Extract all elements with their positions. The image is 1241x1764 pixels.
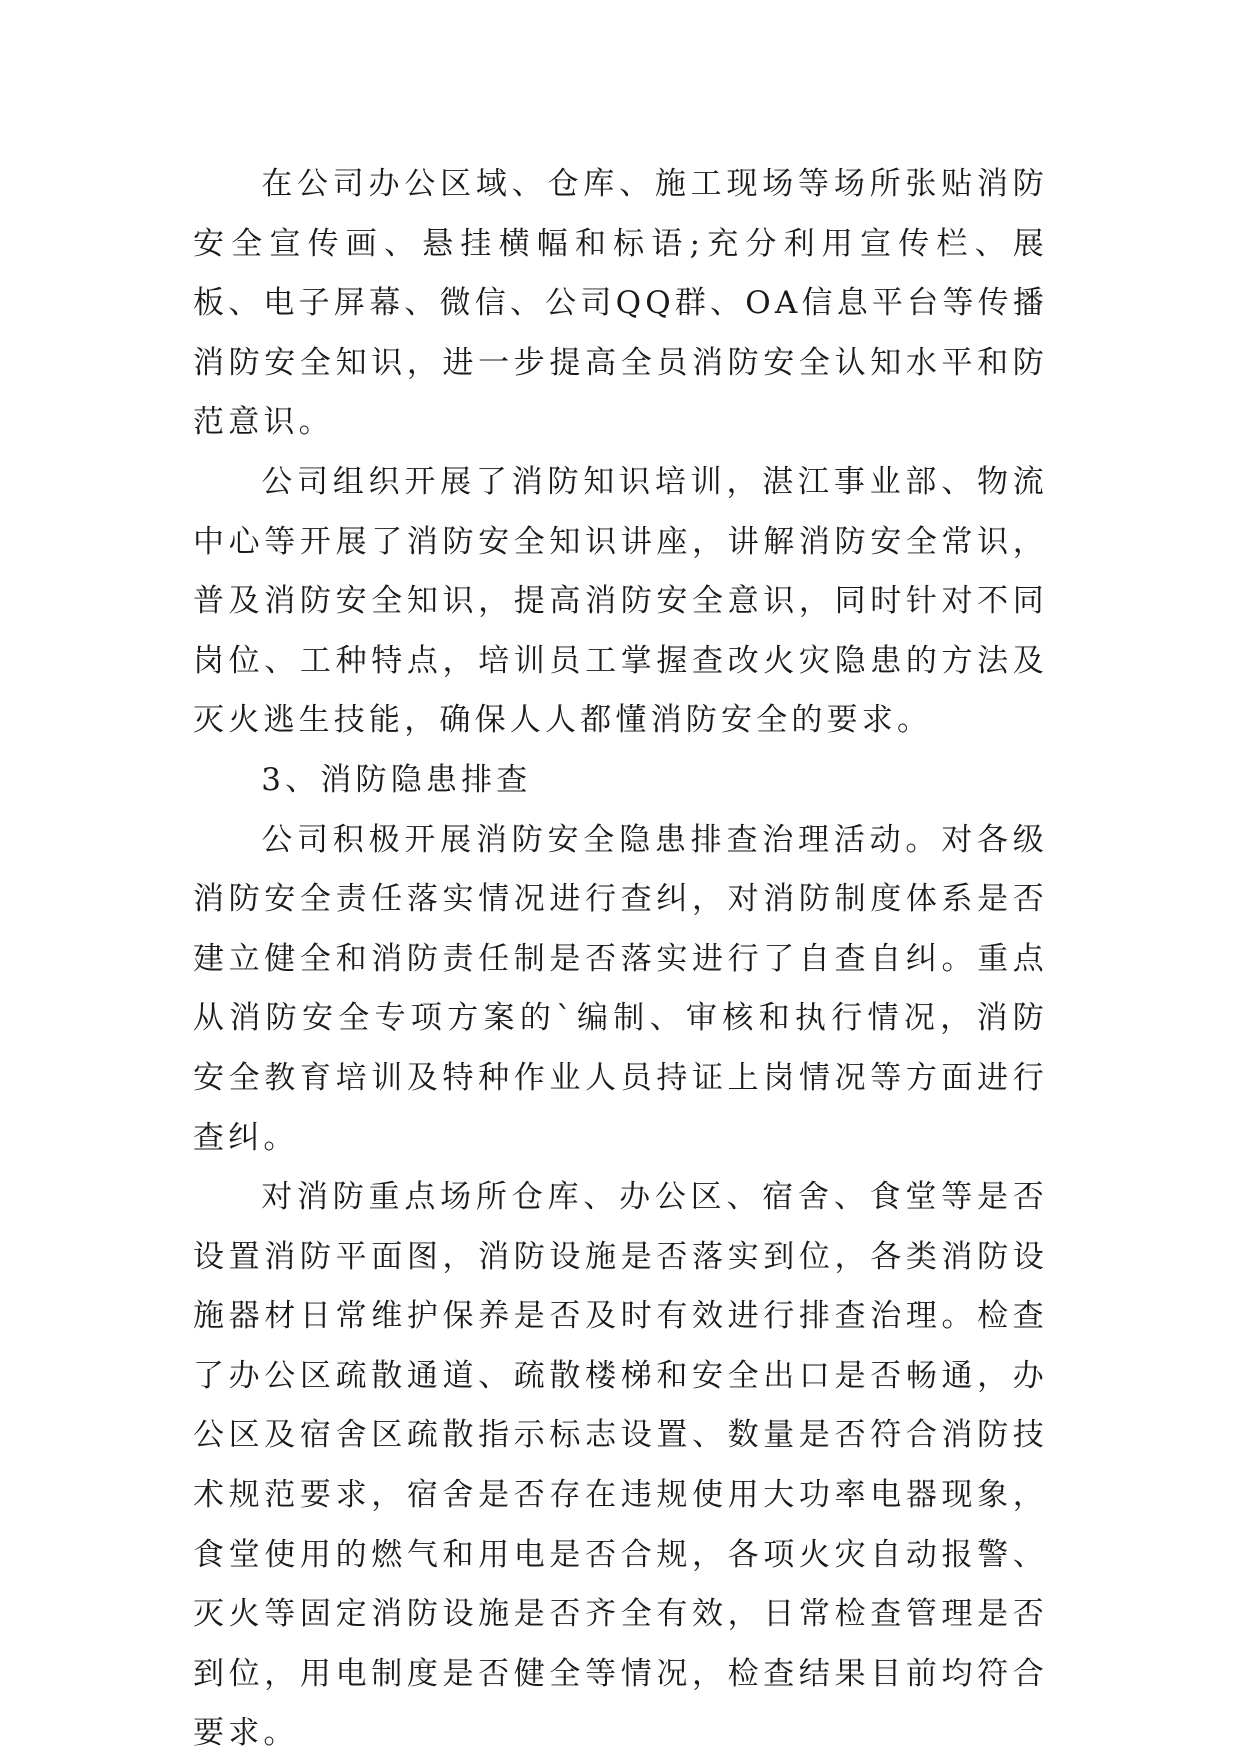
paragraph-hazard-governance: 公司积极开展消防安全隐患排查治理活动。对各级消防安全责任落实情况进行查纠，对消防制度体系是否建立健全和消防责任制是否落实进行了自查自纠。重点从消防安全专项方案的`编制、审核和执行情况，消防安全教育培训及特种作业人员持证上岗情况等方面进行查纠。 [193,821,1048,1156]
document-body [193,155,1048,1764]
paragraph-publicity: 在公司办公区域、仓库、施工现场等场所张贴消防安全宣传画、悬挂横幅和标语;充分利用宣传栏、展板、电子屏幕、微信、公司QQ群、OA信息平台等传播消防安全知识，进一步提高全员消防安全认知水平和防范意识。 [193,166,1048,441]
section-heading-hazard-inspection: 3、消防隐患排查 [261,761,532,798]
paragraph-training: 公司组织开展了消防知识培训，湛江事业部、物流中心等开展了消防安全知识讲座，讲解消防安全常识，普及消防安全知识，提高消防安全意识，同时针对不同岗位、工种特点，培训员工掌握查改火灾隐患的方法及灭火逃生技能，确保人人都懂消防安全的要求。 [193,463,1048,739]
paragraph-inspection-results: 对消防重点场所仓库、办公区、宿舍、食堂等是否设置消防平面图，消防设施是否落实到位，各类消防设施器材日常维护保养是否及时有效进行排查治理。检查了办公区疏散通道、疏散楼梯和安全出口是否畅通，办公区及宿舍区疏散指示标志设置、数量是否符合消防技术规范要求，宿舍是否存在违规使用大功率电器现象，食堂使用的燃气和用电是否合规，各项火灾自动报警、灭火等固定消防设施是否齐全有效，日常检查管理是否到位，用电制度是否健全等情况，检查结果目前均符合要求。 [193,1179,1048,1752]
